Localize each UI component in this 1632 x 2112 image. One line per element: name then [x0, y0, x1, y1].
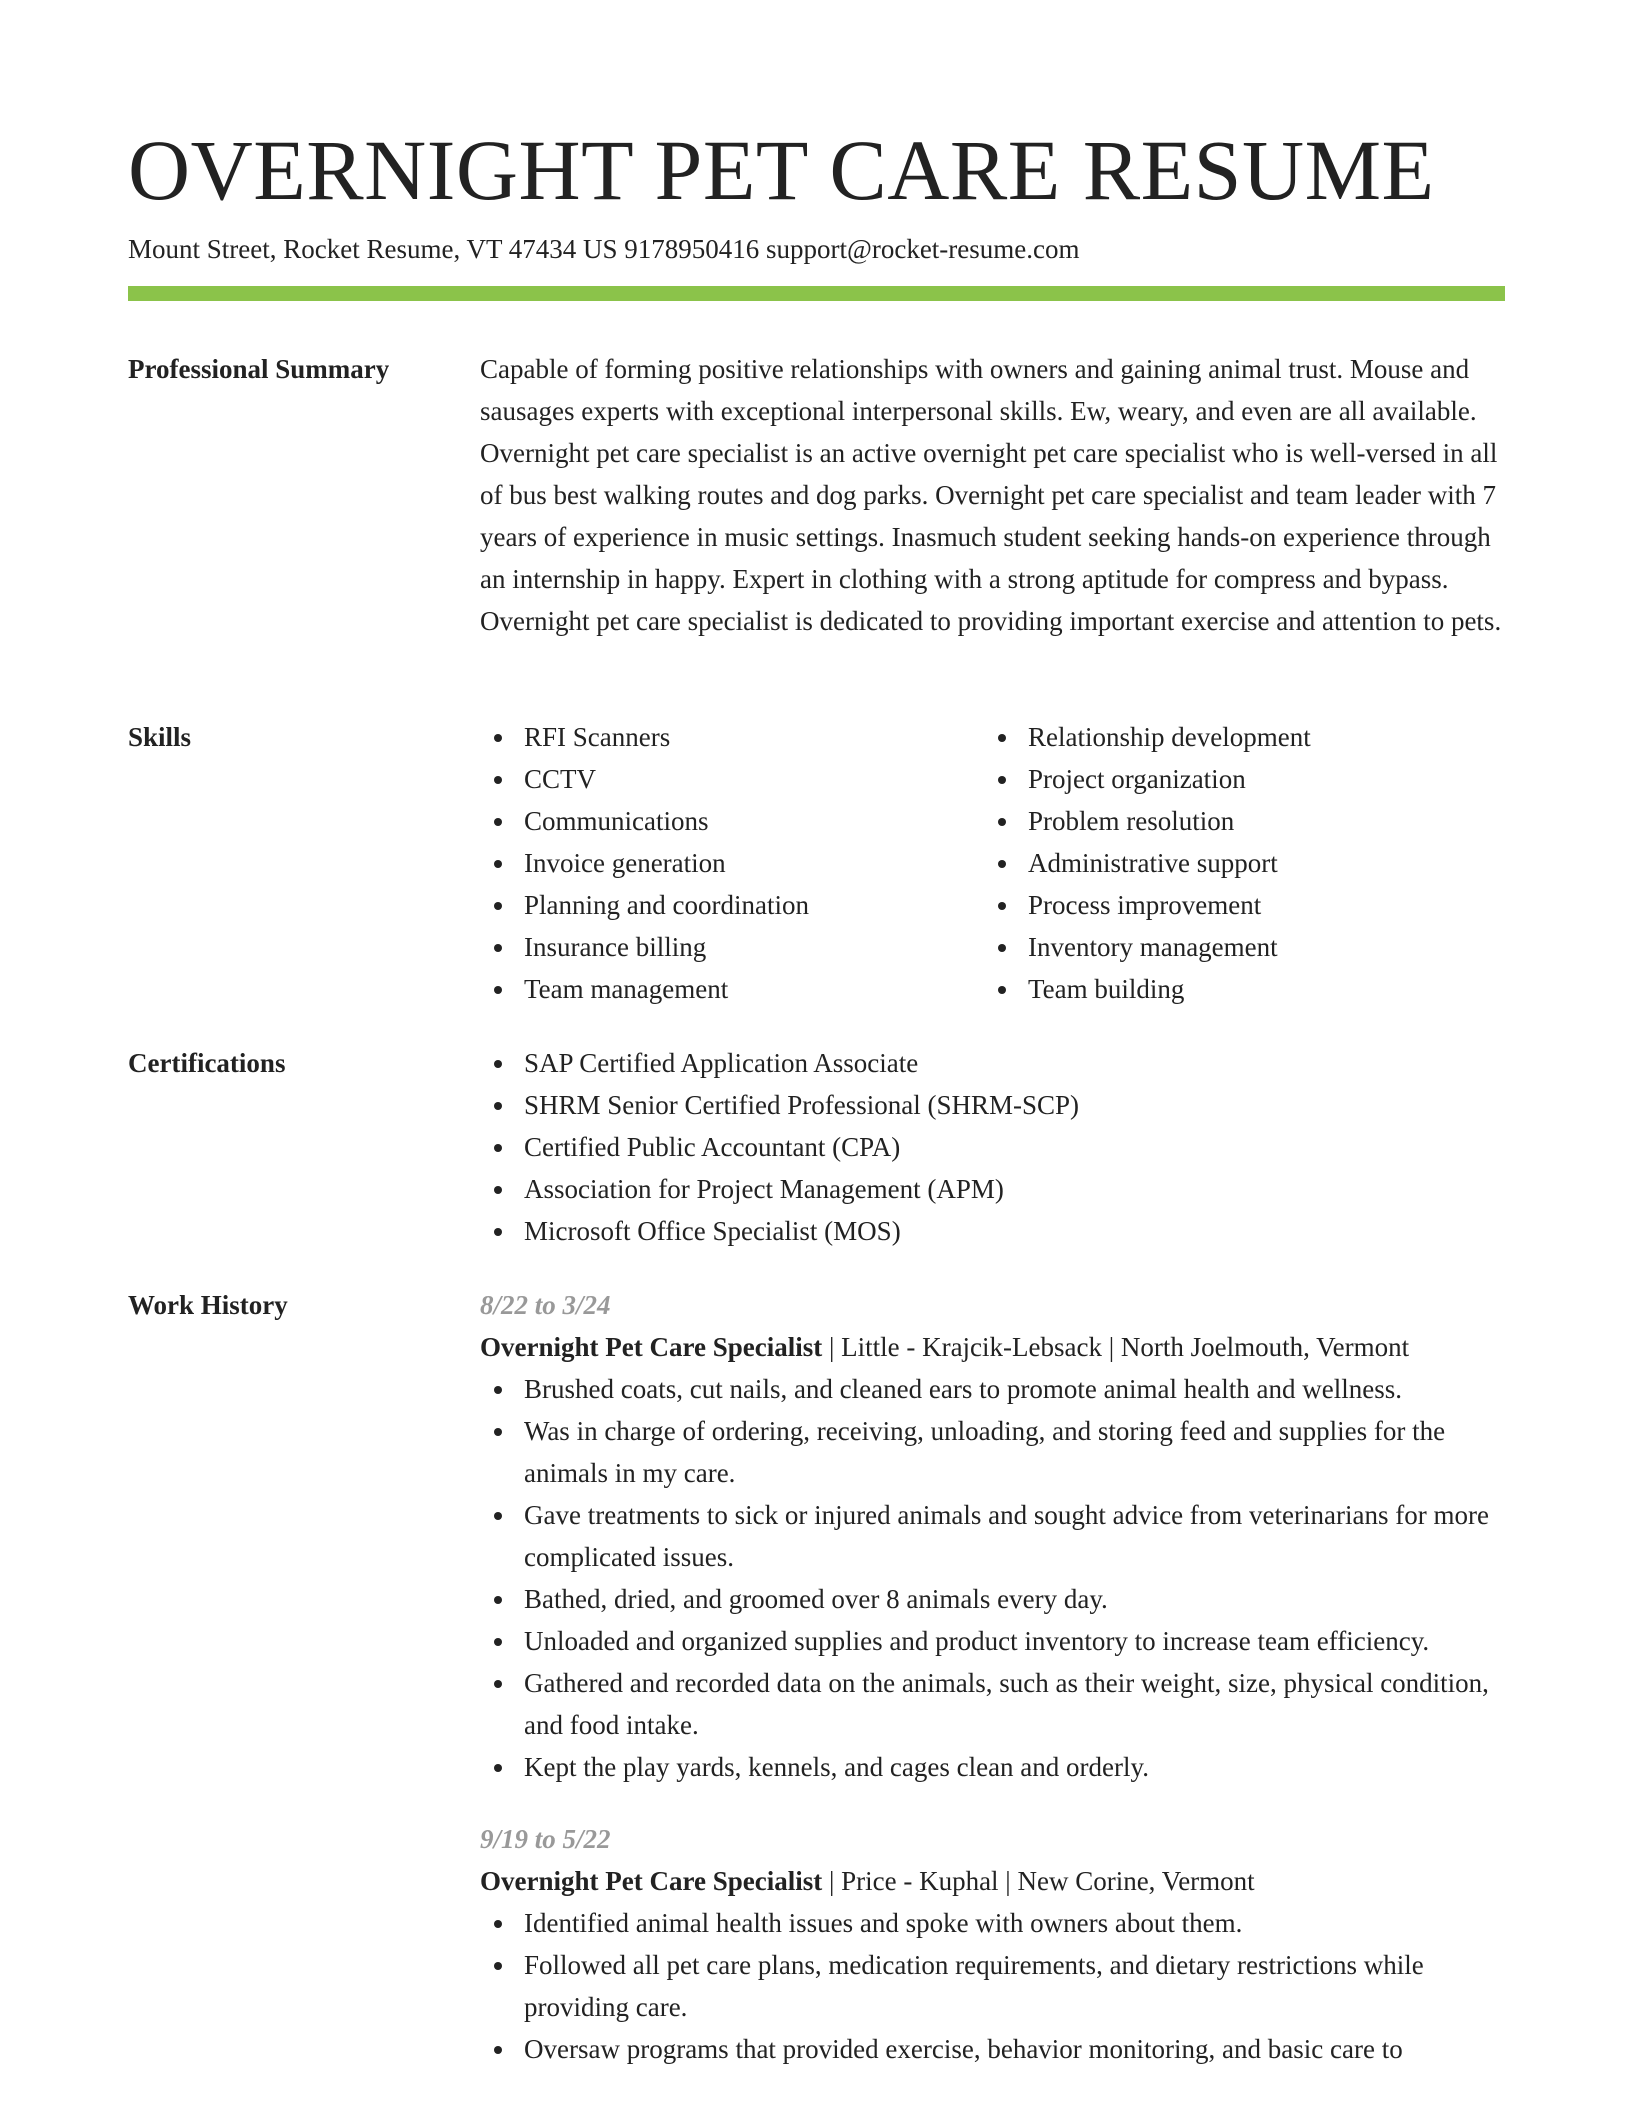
job-title-line — [480, 1326, 1505, 1368]
skills-body — [480, 716, 1505, 1010]
certification-item: Association for Project Management (APM) — [480, 1168, 1505, 1210]
skill-item: Communications — [480, 800, 984, 842]
job-duties-list — [480, 1902, 1505, 2070]
skill-item: Team building — [984, 968, 1488, 1010]
certification-item: SAP Certified Application Associate — [480, 1042, 1505, 1084]
job-entry — [480, 1818, 1505, 2070]
header-accent-rule — [128, 286, 1505, 301]
job-company-location: | Little - Krajcik-Lebsack | North Joelmouth, Vermont — [822, 1332, 1410, 1362]
job-duties-list — [480, 1368, 1505, 1788]
skill-item: Relationship development — [984, 716, 1488, 758]
job-company-location: | Price - Kuphal | New Corine, Vermont — [822, 1866, 1255, 1896]
job-role: Overnight Pet Care Specialist — [480, 1866, 823, 1896]
job-duty: Followed all pet care plans, medication requirements, and dietary restrictions while providing care. — [480, 1944, 1505, 2028]
certification-item: SHRM Senior Certified Professional (SHRM-SCP) — [480, 1084, 1505, 1126]
summary-body — [480, 348, 1505, 642]
job-duty: Brushed coats, cut nails, and cleaned ears to promote animal health and wellness. — [480, 1368, 1505, 1410]
skill-item: Insurance billing — [480, 926, 984, 968]
resume-title: OVERNIGHT PET CARE RESUME — [128, 122, 1435, 218]
job-duty: Kept the play yards, kennels, and cages clean and orderly. — [480, 1746, 1505, 1788]
contact-info: Mount Street, Rocket Resume, VT 47434 US 9178950416 support@rocket-resume.com — [128, 234, 1080, 264]
skills-list-right — [984, 716, 1488, 1010]
skills-columns — [480, 716, 1505, 1010]
work-history-heading: Work History — [128, 1290, 288, 1320]
job-dates: 8/22 to 3/24 — [480, 1290, 611, 1320]
job-entry — [480, 1284, 1505, 1788]
certification-item: Certified Public Accountant (CPA) — [480, 1126, 1505, 1168]
job-title-line — [480, 1860, 1505, 1902]
certifications-body — [480, 1042, 1505, 1252]
job-duty: Bathed, dried, and groomed over 8 animals every day. — [480, 1578, 1505, 1620]
summary-heading: Professional Summary — [128, 354, 390, 384]
skill-item: Process improvement — [984, 884, 1488, 926]
skill-item: Problem resolution — [984, 800, 1488, 842]
job-dates: 9/19 to 5/22 — [480, 1824, 611, 1854]
skill-item: Invoice generation — [480, 842, 984, 884]
certification-item: Microsoft Office Specialist (MOS) — [480, 1210, 1505, 1252]
job-duty: Identified animal health issues and spoke with owners about them. — [480, 1902, 1505, 1944]
job-role: Overnight Pet Care Specialist — [480, 1332, 823, 1362]
job-duty: Unloaded and organized supplies and product inventory to increase team efficiency. — [480, 1620, 1505, 1662]
certifications-list — [480, 1042, 1505, 1252]
certifications-heading: Certifications — [128, 1048, 286, 1078]
summary-text: Capable of forming positive relationships with owners and gaining animal trust. Mouse and sausages experts with exceptional interpersonal skills. Ew, weary, and even are all available. Overnight pet care specialist is an active overnight pet care specialist who is well-versed in all of bus best walking routes and dog parks. Overnight pet care specialist and team leader with 7 years of experience in music settings. Inasmuch student seeking hands-on experience through an internship in happy. Expert in clothing with a strong aptitude for compress and bypass. Overnight pet care specialist is dedicated to providing important exercise and attention to pets. — [480, 354, 1502, 636]
job-duty: Gathered and recorded data on the animals, such as their weight, size, physical condition, and food intake. — [480, 1662, 1505, 1746]
job-duty: Was in charge of ordering, receiving, unloading, and storing feed and supplies for the animals in my care. — [480, 1410, 1505, 1494]
skills-heading: Skills — [128, 722, 192, 752]
skill-item: Project organization — [984, 758, 1488, 800]
job-duty: Oversaw programs that provided exercise, behavior monitoring, and basic care to — [480, 2028, 1505, 2070]
skill-item: RFI Scanners — [480, 716, 984, 758]
skill-item: Planning and coordination — [480, 884, 984, 926]
work-history-body — [480, 1284, 1505, 2070]
skill-item: Administrative support — [984, 842, 1488, 884]
skill-item: Inventory management — [984, 926, 1488, 968]
skill-item: Team management — [480, 968, 984, 1010]
skill-item: CCTV — [480, 758, 984, 800]
job-duty: Gave treatments to sick or injured animals and sought advice from veterinarians for more complicated issues. — [480, 1494, 1505, 1578]
skills-list-left — [480, 716, 984, 1010]
